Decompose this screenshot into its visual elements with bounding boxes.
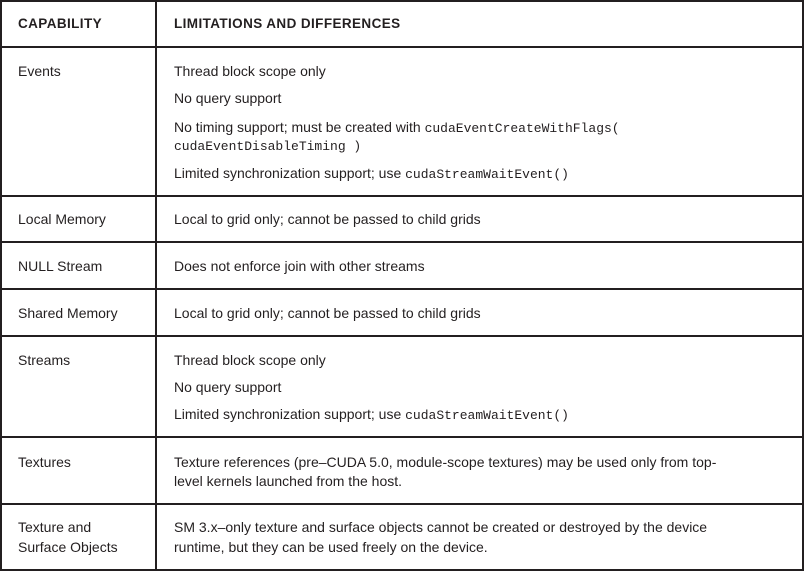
capability-texture-surface-objects-line: Surface Objects <box>18 539 118 555</box>
limitation-item-line: level kernels launched from the host. <box>174 473 403 489</box>
limitation-item-line: runtime, but they can be used freely on the device. <box>174 539 488 555</box>
row-divider <box>0 436 804 438</box>
capability-texture-surface-objects-line: Texture and <box>18 519 92 535</box>
code-argument: cudaEventDisableTiming ) <box>174 139 362 154</box>
row-divider <box>0 335 804 337</box>
code-function: cudaStreamWaitEvent() <box>405 167 569 182</box>
limitation-item: No query support <box>174 379 282 395</box>
limitation-item: Thread block scope only <box>174 352 326 368</box>
limitation-item: Local to grid only; cannot be passed to child grids <box>174 305 481 321</box>
capability-null-stream: NULL Stream <box>18 258 103 274</box>
header-capability: CAPABILITY <box>18 16 102 31</box>
limitation-item-line: SM 3.x–only texture and surface objects cannot be created or destroyed by the device <box>174 519 708 535</box>
capability-events: Events <box>18 63 61 79</box>
limitation-text: Limited synchronization support; use <box>174 406 406 422</box>
limitation-item: Local to grid only; cannot be passed to child grids <box>174 211 481 227</box>
code-function: cudaStreamWaitEvent() <box>405 408 569 423</box>
capability-streams: Streams <box>18 352 71 368</box>
limitation-item-line: Texture references (pre–CUDA 5.0, module-scope textures) may be used only from top- <box>174 454 717 470</box>
row-divider <box>0 195 804 197</box>
row-divider <box>0 503 804 505</box>
header-limitations: LIMITATIONS AND DIFFERENCES <box>174 16 401 31</box>
limitation-item: Does not enforce join with other streams <box>174 258 425 274</box>
column-divider <box>155 0 157 571</box>
limitation-item: No query support <box>174 90 282 106</box>
limitation-text: Limited synchronization support; use <box>174 165 406 181</box>
code-function: cudaEventCreateWithFlags( <box>424 121 620 136</box>
header-divider <box>0 46 804 48</box>
limitation-item <box>174 117 620 139</box>
row-divider <box>0 288 804 290</box>
table-border-top <box>0 0 804 2</box>
table-border-left <box>0 0 2 571</box>
row-divider <box>0 241 804 243</box>
capability-textures: Textures <box>18 454 71 470</box>
limitation-item: Thread block scope only <box>174 63 326 79</box>
limitation-item <box>174 163 569 185</box>
capability-local-memory: Local Memory <box>18 211 106 227</box>
limitation-text: No timing support; must be created with <box>174 119 425 135</box>
capability-shared-memory: Shared Memory <box>18 305 118 321</box>
limitation-item <box>174 404 569 426</box>
